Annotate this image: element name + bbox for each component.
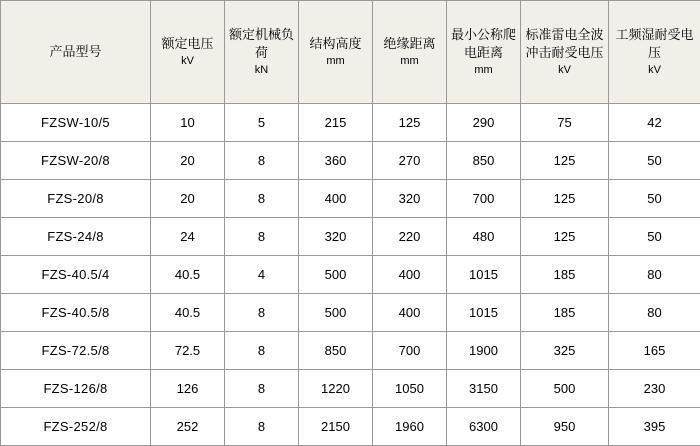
table-row — [1, 332, 700, 370]
column-header-model — [1, 1, 151, 104]
cell-rated-mechanical-load: 8 — [225, 294, 299, 332]
table-row — [1, 142, 700, 180]
column-title: 绝缘距离 — [383, 36, 435, 51]
cell-power-frequency-wet-withstand-voltage: 50 — [609, 218, 700, 256]
table-row — [1, 180, 700, 218]
cell-rated-mechanical-load: 8 — [225, 142, 299, 180]
cell-min-creepage-distance: 1015 — [447, 256, 521, 294]
column-unit: mm — [301, 54, 370, 69]
cell-model: FZSW-10/5 — [1, 104, 151, 142]
cell-rated-voltage: 72.5 — [151, 332, 225, 370]
cell-insulation-distance: 700 — [373, 332, 447, 370]
cell-rated-voltage: 24 — [151, 218, 225, 256]
cell-structure-height: 215 — [299, 104, 373, 142]
column-header-min-creepage-distance — [447, 1, 521, 104]
column-title: 工频湿耐受电压 — [615, 27, 693, 60]
cell-structure-height: 850 — [299, 332, 373, 370]
column-header-rated-mechanical-load — [225, 1, 299, 104]
cell-lightning-impulse-withstand-voltage: 125 — [521, 218, 609, 256]
cell-model: FZS-20/8 — [1, 180, 151, 218]
column-header-structure-height — [299, 1, 373, 104]
column-unit: kV — [153, 54, 222, 69]
cell-structure-height: 2150 — [299, 408, 373, 446]
cell-power-frequency-wet-withstand-voltage: 395 — [609, 408, 700, 446]
cell-structure-height: 1220 — [299, 370, 373, 408]
cell-lightning-impulse-withstand-voltage: 325 — [521, 332, 609, 370]
cell-structure-height: 500 — [299, 256, 373, 294]
column-title: 最小公称爬电距离 — [451, 27, 516, 60]
cell-insulation-distance: 220 — [373, 218, 447, 256]
cell-model: FZS-72.5/8 — [1, 332, 151, 370]
cell-min-creepage-distance: 3150 — [447, 370, 521, 408]
column-unit: kN — [227, 63, 296, 78]
cell-structure-height: 500 — [299, 294, 373, 332]
cell-power-frequency-wet-withstand-voltage: 50 — [609, 180, 700, 218]
cell-lightning-impulse-withstand-voltage: 125 — [521, 180, 609, 218]
cell-rated-mechanical-load: 5 — [225, 104, 299, 142]
cell-min-creepage-distance: 850 — [447, 142, 521, 180]
column-unit: kV — [611, 63, 698, 78]
cell-insulation-distance: 320 — [373, 180, 447, 218]
cell-insulation-distance: 125 — [373, 104, 447, 142]
column-unit: kV — [523, 63, 606, 78]
cell-insulation-distance: 270 — [373, 142, 447, 180]
cell-power-frequency-wet-withstand-voltage: 165 — [609, 332, 700, 370]
cell-min-creepage-distance: 6300 — [447, 408, 521, 446]
cell-min-creepage-distance: 1900 — [447, 332, 521, 370]
cell-rated-mechanical-load: 8 — [225, 370, 299, 408]
cell-min-creepage-distance: 1015 — [447, 294, 521, 332]
column-title: 结构高度 — [309, 36, 361, 51]
cell-lightning-impulse-withstand-voltage: 500 — [521, 370, 609, 408]
cell-rated-mechanical-load: 4 — [225, 256, 299, 294]
table-header — [1, 1, 700, 104]
column-header-rated-voltage — [151, 1, 225, 104]
cell-power-frequency-wet-withstand-voltage: 80 — [609, 294, 700, 332]
cell-rated-voltage: 10 — [151, 104, 225, 142]
cell-model: FZS-40.5/8 — [1, 294, 151, 332]
cell-lightning-impulse-withstand-voltage: 75 — [521, 104, 609, 142]
cell-power-frequency-wet-withstand-voltage: 230 — [609, 370, 700, 408]
cell-rated-voltage: 40.5 — [151, 294, 225, 332]
cell-rated-mechanical-load: 8 — [225, 332, 299, 370]
cell-rated-voltage: 40.5 — [151, 256, 225, 294]
cell-lightning-impulse-withstand-voltage: 185 — [521, 256, 609, 294]
cell-model: FZS-252/8 — [1, 408, 151, 446]
column-title: 产品型号 — [49, 44, 101, 59]
table-row — [1, 256, 700, 294]
cell-power-frequency-wet-withstand-voltage: 80 — [609, 256, 700, 294]
column-header-power-frequency-wet-withstand-voltage — [609, 1, 700, 104]
table-row — [1, 294, 700, 332]
cell-structure-height: 360 — [299, 142, 373, 180]
cell-insulation-distance: 400 — [373, 294, 447, 332]
cell-model: FZS-24/8 — [1, 218, 151, 256]
cell-power-frequency-wet-withstand-voltage: 42 — [609, 104, 700, 142]
column-title: 标准雷电全波冲击耐受电压 — [525, 27, 603, 60]
cell-rated-voltage: 20 — [151, 142, 225, 180]
cell-rated-mechanical-load: 8 — [225, 218, 299, 256]
cell-power-frequency-wet-withstand-voltage: 50 — [609, 142, 700, 180]
cell-insulation-distance: 1050 — [373, 370, 447, 408]
cell-min-creepage-distance: 290 — [447, 104, 521, 142]
column-unit: mm — [449, 63, 518, 78]
cell-min-creepage-distance: 480 — [447, 218, 521, 256]
table-row — [1, 408, 700, 446]
table-row — [1, 104, 700, 142]
cell-insulation-distance: 400 — [373, 256, 447, 294]
table-header-row — [1, 1, 700, 104]
cell-rated-mechanical-load: 8 — [225, 408, 299, 446]
cell-model: FZSW-20/8 — [1, 142, 151, 180]
cell-lightning-impulse-withstand-voltage: 185 — [521, 294, 609, 332]
cell-structure-height: 320 — [299, 218, 373, 256]
column-header-insulation-distance — [373, 1, 447, 104]
cell-rated-voltage: 126 — [151, 370, 225, 408]
cell-rated-mechanical-load: 8 — [225, 180, 299, 218]
table-row — [1, 218, 700, 256]
table-row — [1, 370, 700, 408]
cell-model: FZS-40.5/4 — [1, 256, 151, 294]
cell-model: FZS-126/8 — [1, 370, 151, 408]
cell-structure-height: 400 — [299, 180, 373, 218]
table-body — [1, 104, 700, 446]
cell-lightning-impulse-withstand-voltage: 950 — [521, 408, 609, 446]
cell-insulation-distance: 1960 — [373, 408, 447, 446]
cell-min-creepage-distance: 700 — [447, 180, 521, 218]
column-title: 额定电压 — [161, 36, 213, 51]
column-header-lightning-impulse-withstand-voltage — [521, 1, 609, 104]
column-title: 额定机械负荷 — [229, 27, 294, 60]
cell-rated-voltage: 20 — [151, 180, 225, 218]
cell-lightning-impulse-withstand-voltage: 125 — [521, 142, 609, 180]
cell-rated-voltage: 252 — [151, 408, 225, 446]
column-unit: mm — [375, 54, 444, 69]
